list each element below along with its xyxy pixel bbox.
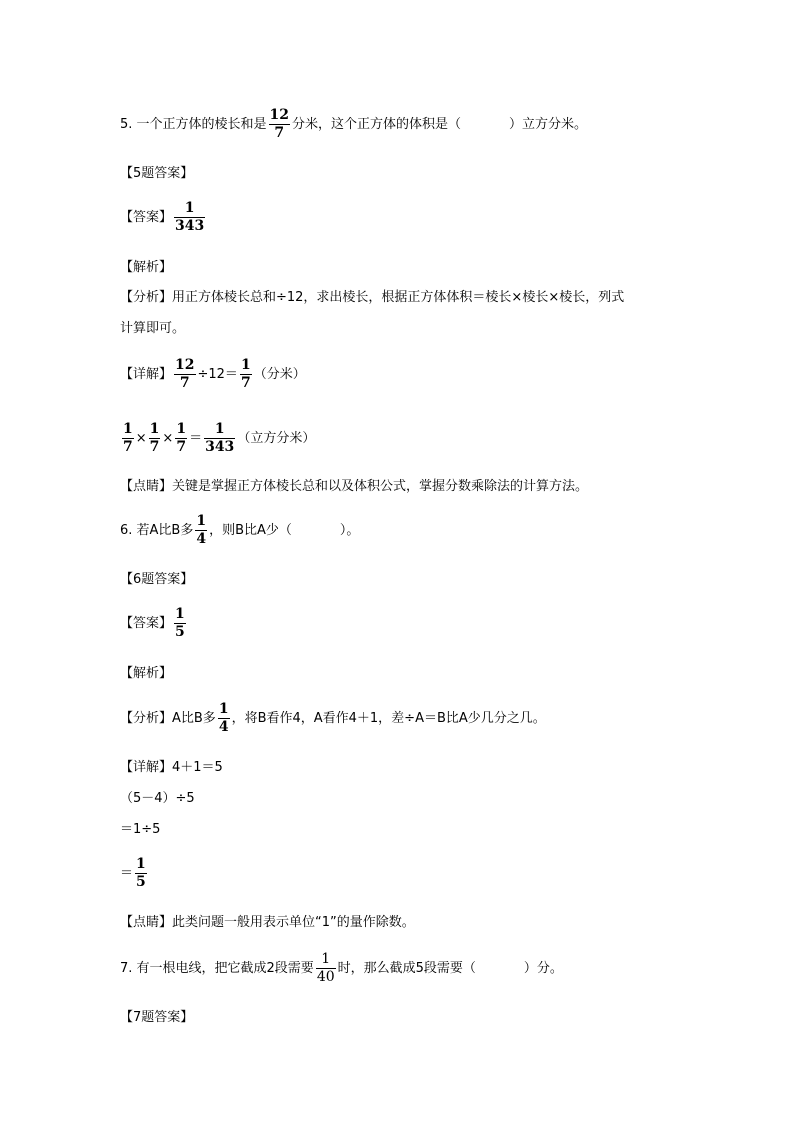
- q5-detail-fraction-1: $\frac{12}{7}$: [175, 357, 195, 391]
- q5-equals: ＝: [189, 431, 203, 446]
- q5-answer-label: 【答案】: [120, 210, 173, 225]
- q5-stem-text-b: 分米，这个正方体的体积是（: [292, 117, 462, 132]
- q5-answer: [120, 200, 207, 235]
- q6-answer-fraction: $\frac{1}{5}$: [175, 606, 185, 640]
- q5-calc-fraction-c: $\frac{1}{7}$: [176, 421, 187, 455]
- q6-stem-fraction: $\frac{1}{4}$: [196, 513, 207, 547]
- q5-answer-fraction: $\frac{1}{343}$: [175, 200, 205, 234]
- q7-stem: [120, 951, 563, 986]
- q5-calc-unit: （立方分米）: [237, 431, 316, 446]
- q7-stem-fraction: $\frac{1}{40}$: [316, 951, 335, 985]
- q5-detail-unit: （分米）: [253, 367, 306, 382]
- q7-stem-text-b: 时，那么截成5段需要（: [337, 961, 476, 976]
- q6-stem-text-a: 6. 若A比B多: [120, 523, 194, 538]
- q6-analysis-text-b: ，将B看作4，A看作4＋1，差÷A＝B比A少几分之几。: [231, 711, 546, 726]
- q5-jiexi: 【解析】: [120, 260, 173, 275]
- q6-answer-heading: 【6题答案】: [120, 572, 194, 587]
- q5-times-1: ×: [135, 431, 147, 446]
- q6-answer-label: 【答案】: [120, 616, 173, 631]
- q5-analysis-line2: 计算即可。: [120, 321, 186, 336]
- q6-dianjing: 【点睛】此类问题一般用表示单位“1”的量作除数。: [120, 915, 415, 930]
- q6-stem-text-b: ，则B比A少（: [209, 523, 292, 538]
- q5-calc-fraction-a: $\frac{1}{7}$: [123, 421, 133, 455]
- q6-detail-fraction: $\frac{1}{5}$: [136, 856, 146, 890]
- q5-answer-heading: 【5题答案】: [120, 166, 194, 181]
- q5-detail-fraction-2: $\frac{1}{7}$: [240, 357, 251, 391]
- q7-stem-text-a: 7. 有一根电线，把它截成2段需要: [120, 961, 314, 976]
- q6-jiexi: 【解析】: [120, 666, 173, 681]
- q6-detail-line1: 【详解】4＋1＝5: [120, 760, 223, 775]
- q5-calc: [120, 421, 315, 456]
- q6-analysis-text-a: 【分析】A比B多: [120, 711, 216, 726]
- q5-stem-fraction: $\frac{12}{7}$: [269, 107, 290, 141]
- q6-stem-text-c: ）。: [339, 523, 360, 538]
- q6-stem: [120, 513, 359, 548]
- q5-stem-text-a: 5. 一个正方体的棱长和是: [120, 117, 267, 132]
- q6-answer: [120, 606, 188, 641]
- q5-stem-text-c: ）立方分米。: [509, 117, 588, 132]
- q6-analysis-fraction: $\frac{1}{4}$: [218, 701, 229, 735]
- q7-stem-text-c: ）分。: [523, 961, 563, 976]
- q6-analysis: [120, 701, 546, 736]
- q6-detail-line3: ＝1÷5: [120, 822, 161, 837]
- q7-answer-heading: 【7题答案】: [120, 1010, 194, 1025]
- q5-detail: [120, 357, 306, 392]
- q6-detail-line2: （5－4）÷5: [120, 791, 195, 806]
- q5-stem: [120, 107, 587, 142]
- q5-times-2: ×: [162, 431, 174, 446]
- q5-detail-op: ÷12＝: [197, 367, 238, 382]
- q5-dianjing: 【点睛】关键是掌握正方体棱长总和以及体积公式，掌握分数乘除法的计算方法。: [120, 479, 589, 494]
- q6-detail-eq: ＝: [120, 866, 134, 881]
- q5-analysis-line1: 【分析】用正方体棱长总和÷12，求出棱长，根据正方体体积＝棱长×棱长×棱长，列式: [120, 290, 625, 305]
- q5-detail-label: 【详解】: [120, 367, 173, 382]
- q5-calc-fraction-b: $\frac{1}{7}$: [149, 421, 160, 455]
- q5-calc-result: $\frac{1}{343}$: [205, 421, 235, 455]
- q6-detail-result: [120, 856, 149, 891]
